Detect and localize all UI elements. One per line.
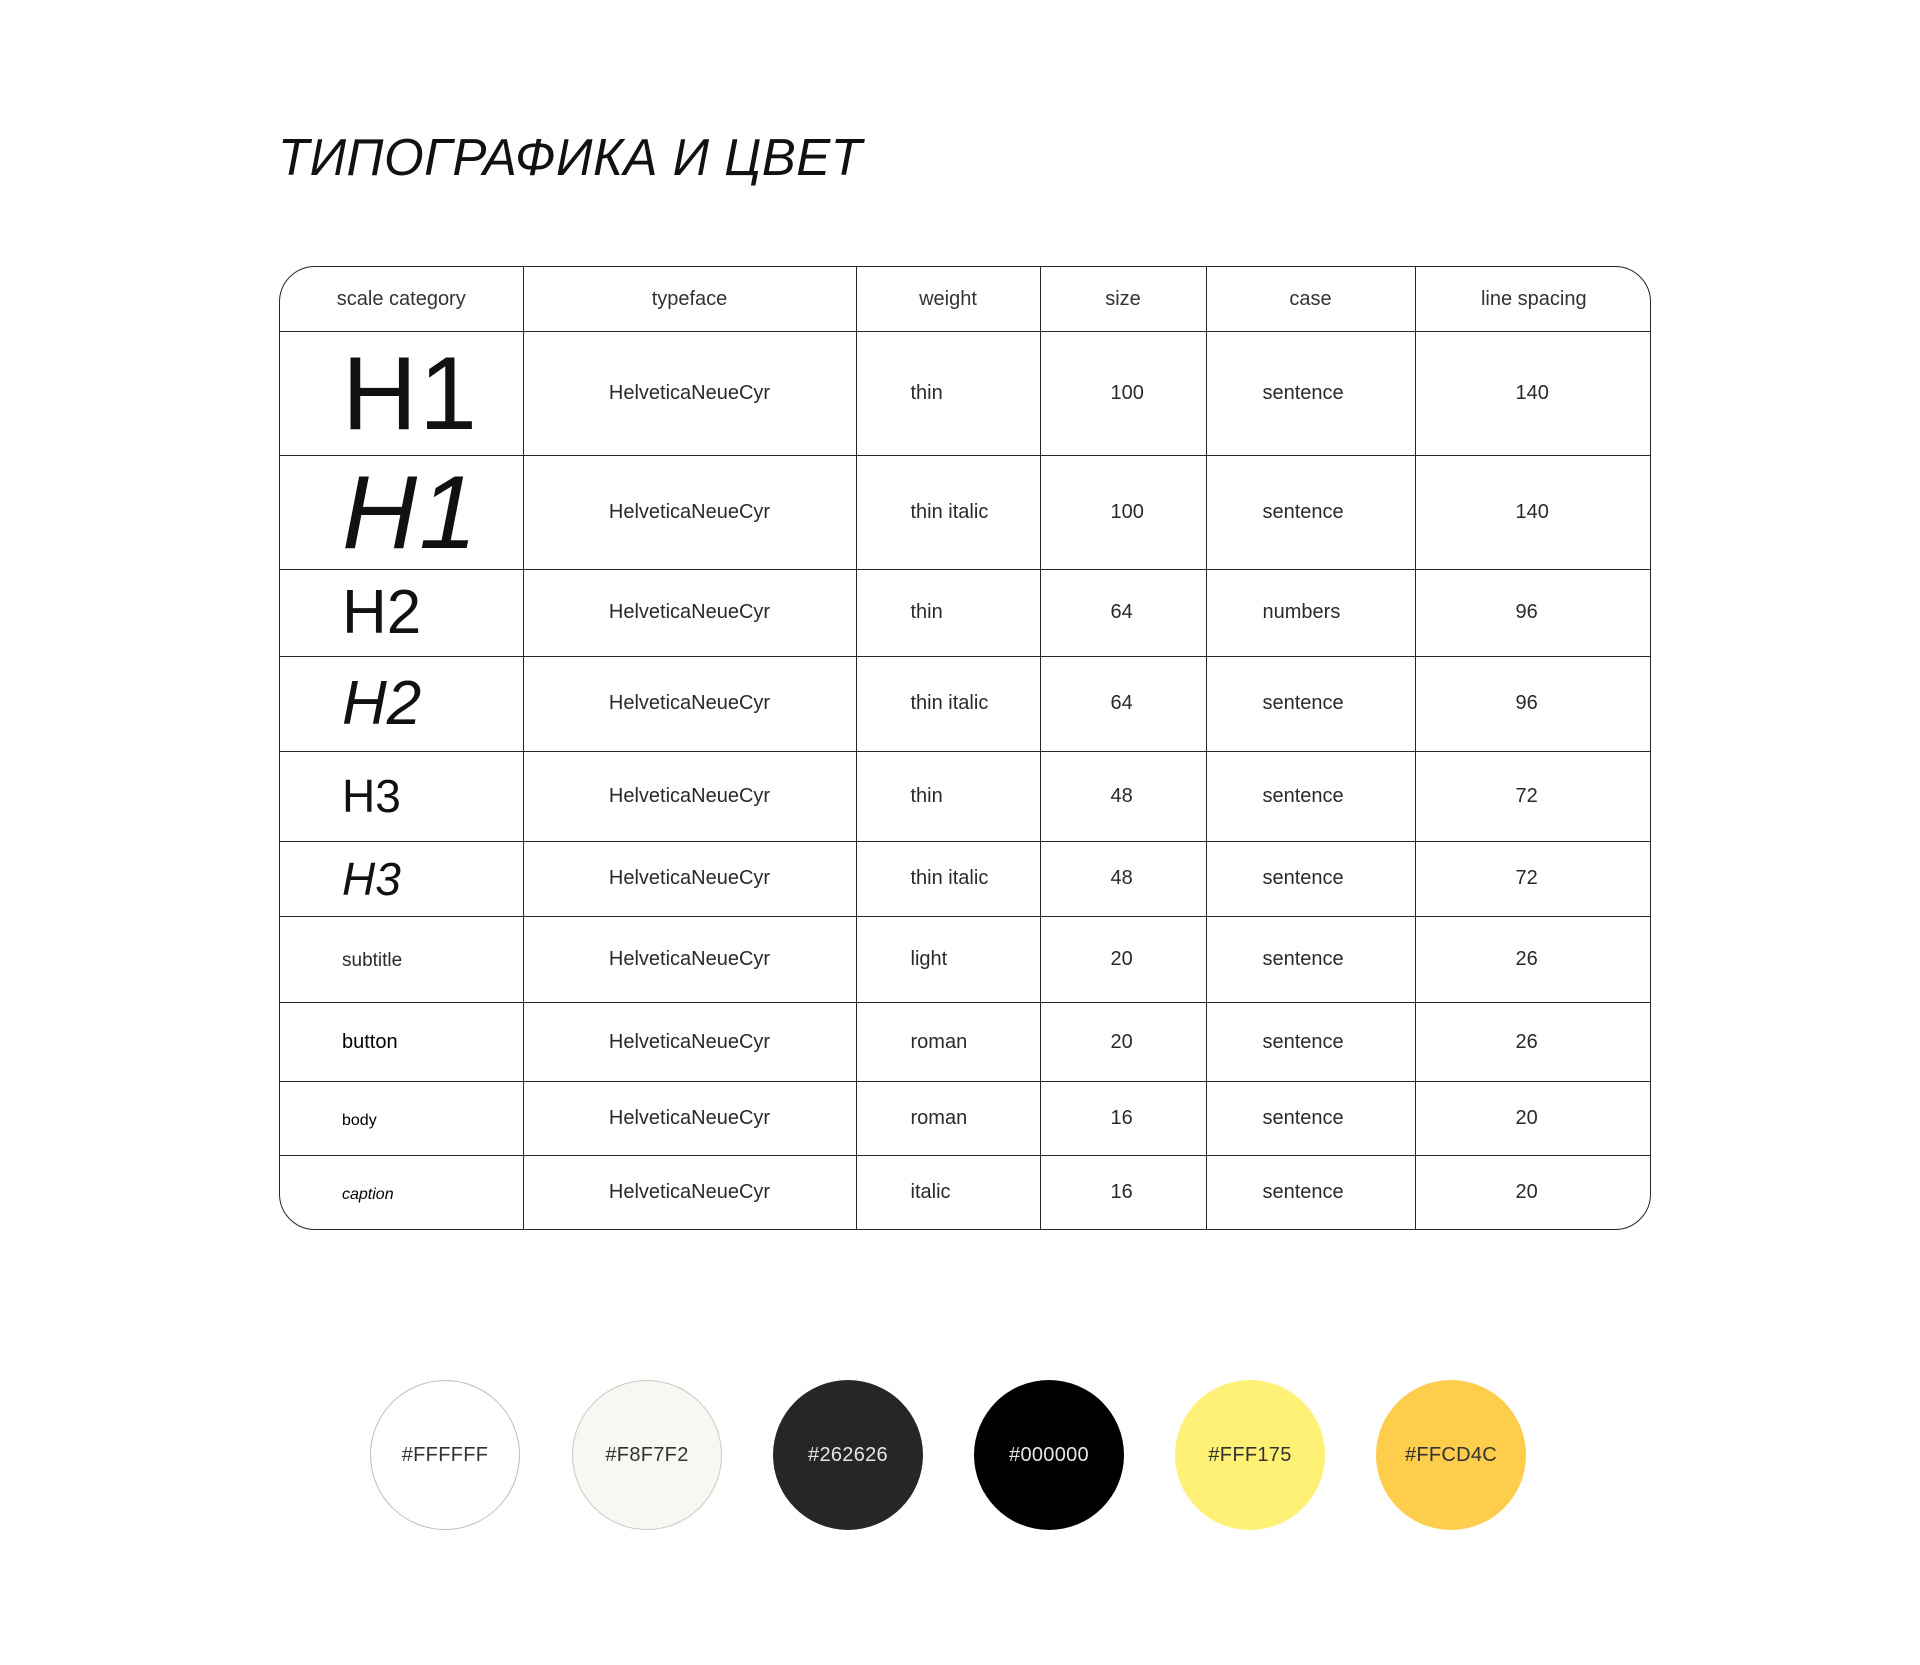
weight-cell: roman <box>856 1082 1040 1156</box>
header-weight: weight <box>856 267 1040 332</box>
sample-h3-italic: H3 <box>342 852 401 905</box>
line-spacing-cell: 72 <box>1415 751 1651 841</box>
swatch-hex-label: #F8F7F2 <box>605 1443 689 1466</box>
color-palette <box>370 1380 1530 1532</box>
weight-cell: thin italic <box>856 841 1040 916</box>
case-cell: sentence <box>1206 841 1415 916</box>
typeface-cell: HelveticaNeueCyr <box>523 1082 856 1156</box>
weight-cell: thin italic <box>856 456 1040 570</box>
typeface-cell: HelveticaNeueCyr <box>523 456 856 570</box>
sample-cell <box>280 1082 523 1156</box>
typography-table-grid <box>280 267 1651 1229</box>
swatch-hex-label: #FFFFFF <box>401 1443 489 1466</box>
size-cell: 16 <box>1040 1156 1206 1229</box>
case-cell: sentence <box>1206 1156 1415 1229</box>
table-row <box>280 332 1651 456</box>
swatch-hex-label: #000000 <box>1009 1443 1089 1466</box>
page-title: ТИПОГРАФИКА И ЦВЕТ <box>278 129 863 187</box>
case-cell: sentence <box>1206 656 1415 751</box>
table-row <box>280 1003 1651 1082</box>
case-cell: sentence <box>1206 1003 1415 1082</box>
sample-body: body <box>342 1111 377 1129</box>
typeface-cell: HelveticaNeueCyr <box>523 570 856 656</box>
size-cell: 100 <box>1040 456 1206 570</box>
line-spacing-cell: 26 <box>1415 916 1651 1002</box>
swatch-hex-label: #262626 <box>808 1443 888 1466</box>
case-cell: sentence <box>1206 332 1415 456</box>
color-swatch-white <box>370 1380 520 1530</box>
weight-cell: thin italic <box>856 656 1040 751</box>
header-size: size <box>1040 267 1206 332</box>
sample-h2: H2 <box>342 577 422 647</box>
line-spacing-cell: 20 <box>1515 1181 1538 1204</box>
line-spacing-cell: 96 <box>1415 570 1651 656</box>
line-spacing-cell: 26 <box>1415 1003 1651 1082</box>
table-row <box>280 656 1651 751</box>
sample-cell <box>280 916 523 1002</box>
size-cell: 48 <box>1040 751 1206 841</box>
weight-cell: thin <box>856 751 1040 841</box>
size-cell: 100 <box>1040 332 1206 456</box>
size-cell: 64 <box>1040 656 1206 751</box>
size-cell: 48 <box>1040 841 1206 916</box>
case-cell: sentence <box>1206 456 1415 570</box>
swatch-hex-label: #FFCD4C <box>1404 1443 1498 1466</box>
size-cell: 64 <box>1040 570 1206 656</box>
sample-cell <box>280 570 523 656</box>
weight-cell: italic <box>856 1156 1040 1229</box>
sample-h3: H3 <box>342 770 401 823</box>
typeface-cell: HelveticaNeueCyr <box>523 656 856 751</box>
case-cell: sentence <box>1206 916 1415 1002</box>
table-row <box>280 570 1651 656</box>
header-case: case <box>1206 267 1415 332</box>
header-typeface: typeface <box>523 267 856 332</box>
weight-cell: roman <box>856 1003 1040 1082</box>
color-swatch-dark-gray <box>773 1380 923 1530</box>
table-row <box>280 916 1651 1002</box>
table-row <box>280 456 1651 570</box>
sample-cell <box>280 841 523 916</box>
sample-cell <box>280 1156 523 1229</box>
case-cell: sentence <box>1206 751 1415 841</box>
color-swatch-black <box>974 1380 1124 1530</box>
weight-cell: light <box>856 916 1040 1002</box>
color-swatch-off-white <box>572 1380 722 1530</box>
table-row <box>280 1082 1651 1156</box>
sample-h1: H1 <box>342 335 479 452</box>
table-row <box>280 841 1651 916</box>
sample-cell <box>280 456 523 570</box>
table-row <box>280 1156 1651 1229</box>
sample-h2-italic: H2 <box>342 668 422 738</box>
line-spacing-cell: 72 <box>1415 841 1651 916</box>
sample-cell <box>280 1003 523 1082</box>
line-spacing-cell: 20 <box>1415 1082 1651 1156</box>
typeface-cell: HelveticaNeueCyr <box>523 1156 856 1229</box>
sample-cell <box>280 656 523 751</box>
typeface-cell: HelveticaNeueCyr <box>523 1003 856 1082</box>
table-header-row <box>280 267 1651 332</box>
sample-caption: caption <box>342 1185 394 1203</box>
header-line-spacing: line spacing <box>1415 267 1651 332</box>
size-cell: 20 <box>1040 916 1206 1002</box>
color-swatch-light-yellow <box>1175 1380 1325 1530</box>
table-row <box>280 751 1651 841</box>
typeface-cell: HelveticaNeueCyr <box>523 751 856 841</box>
case-cell: numbers <box>1206 570 1415 656</box>
header-scale-category: scale category <box>280 267 523 332</box>
line-spacing-cell: 140 <box>1415 332 1651 456</box>
line-spacing-cell: 140 <box>1415 456 1651 570</box>
size-cell: 20 <box>1040 1003 1206 1082</box>
sample-cell <box>280 751 523 841</box>
color-swatch-yellow <box>1376 1380 1526 1530</box>
sample-subtitle: subtitle <box>342 949 403 971</box>
sample-h1-italic: H1 <box>342 454 479 571</box>
case-cell: sentence <box>1206 1082 1415 1156</box>
size-cell: 16 <box>1040 1082 1206 1156</box>
sample-cell <box>280 332 523 456</box>
typeface-cell: HelveticaNeueCyr <box>523 332 856 456</box>
swatch-hex-label: #FFF175 <box>1208 1443 1292 1466</box>
typography-table <box>279 266 1651 1230</box>
typeface-cell: HelveticaNeueCyr <box>523 916 856 1002</box>
line-spacing-cell: 96 <box>1415 656 1651 751</box>
sample-button: button <box>342 1031 398 1054</box>
typeface-cell: HelveticaNeueCyr <box>523 841 856 916</box>
weight-cell: thin <box>856 570 1040 656</box>
weight-cell: thin <box>856 332 1040 456</box>
